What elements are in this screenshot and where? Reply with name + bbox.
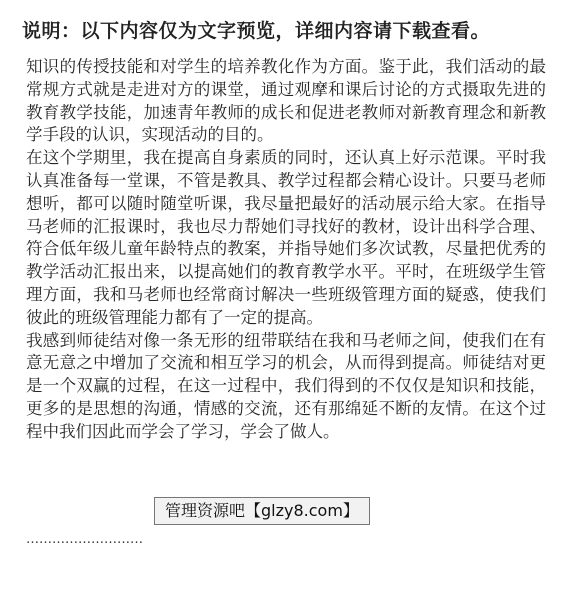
truncation-ellipsis: ……………………… — [26, 532, 143, 547]
paragraph: 在这个学期里，我在提高自身素质的同时，还认真上好示范课。平时我认真准备每一堂课，不管是教具、教学过程都会精心设计。只要马老师想听，都可以随时随堂听课，我尽量把最好的活动展示给大家。在指导马老师的汇报课时，我也尽力帮她们寻找好的教材，设计出科学合理、符合低年级儿童年龄特点的教案，并指导她们多次试教，尽量把优秀的教学活动汇报出来，以提高她们的教育教学水平。平时，在班级学生管理方面，我和马老师也经常商讨解决一些班级管理方面的疑惑，使我们彼此的班级管理能力都有了一定的提高。 — [26, 148, 546, 327]
paragraph: 知识的传授技能和对学生的培养教化作为方面。鉴于此，我们活动的最常规方式就是走进对方的课堂，通过观摩和课后讨论的方式摄取先进的教育教学技能，加速青年教师的成长和促进老教师对新教育理念和新教学手段的认识，实现活动的目的。 — [26, 57, 546, 145]
preview-notice: 说明：以下内容仅为文字预览，详细内容请下载查看。 — [22, 20, 491, 42]
document-body — [26, 56, 546, 444]
site-watermark-label: 管理资源吧【glzy8.com】 — [154, 497, 370, 525]
paragraph: 我感到师徒结对像一条无形的纽带联结在我和马老师之间，使我们在有意无意之中增加了交流和相互学习的机会，从而得到提高。师徒结对更是一个双赢的过程，在这一过程中，我们得到的不仅仅是知识和技能，更多的是思想的沟通，情感的交流，还有那绵延不断的友情。在这个过程中我们因此而学会了学习，学会了做人。 — [26, 330, 546, 441]
